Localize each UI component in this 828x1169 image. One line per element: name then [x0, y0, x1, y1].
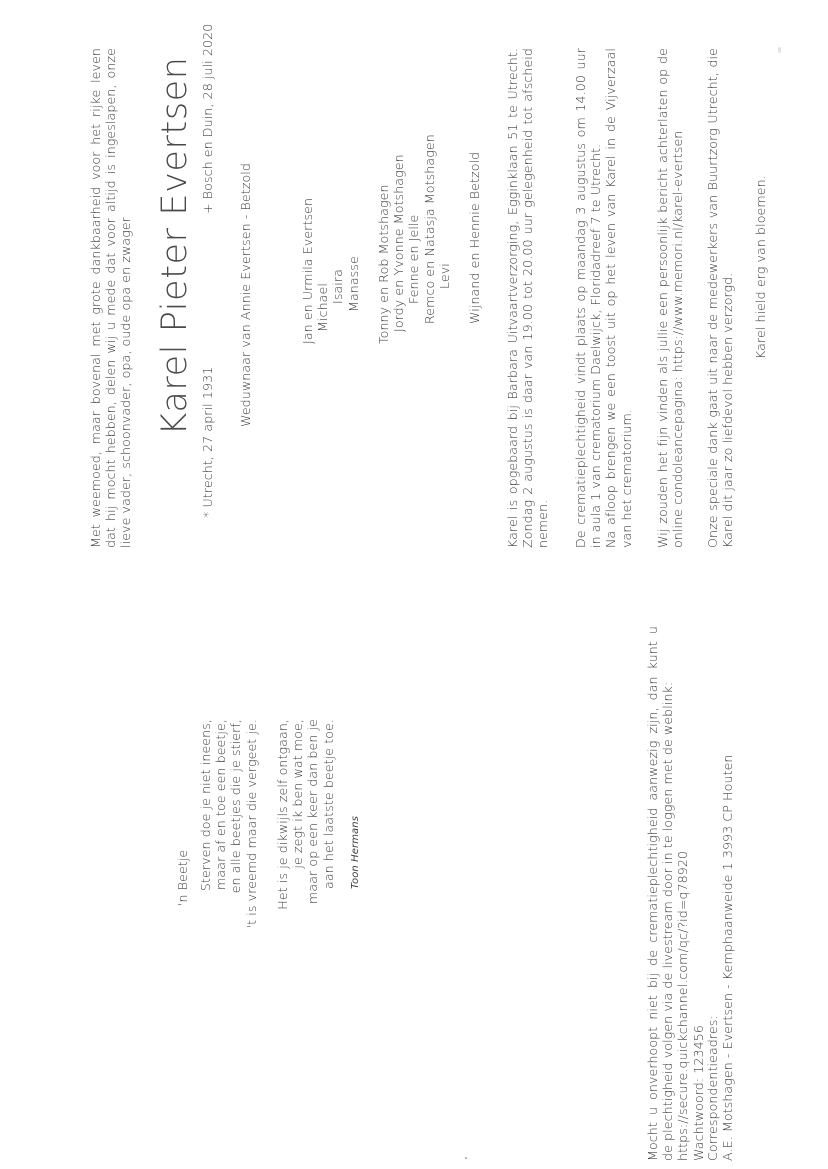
poem-line: maar op een keer dan ben je: [305, 719, 321, 904]
death-date: + Bosch en Duin, 28 juli 2020: [200, 23, 215, 214]
scan-dot: [465, 1157, 467, 1159]
family-member: Fenne en Jelle: [406, 214, 422, 304]
poem-line: je zegt ik ben wat moe,: [290, 719, 306, 869]
family-member: Tonny en Rob Motshagen: [375, 184, 391, 344]
poem-title: 'n Beetje: [175, 849, 190, 906]
intro-line: lieve vader, schoonvader, opa, oude opa en zwager: [118, 216, 134, 548]
intro-line: Met weemoed, maar bovenal met grote dankbaarheid voor het rijke leven: [88, 48, 103, 548]
poem-stanza: [198, 719, 259, 1059]
correspondence-address: [705, 755, 735, 1162]
stream-line: Mocht u onverhoopt niet bij de crematieplechtigheid aanwezig zijn, dan kunt u: [645, 626, 660, 1161]
poem-line: maar af en toe een beetje,: [213, 719, 229, 890]
thanks-paragraph: [705, 48, 735, 548]
stream-password: Wachtwoord: 123456: [690, 1025, 706, 1161]
family-list: [300, 134, 482, 344]
family-member: Isaira: [330, 269, 346, 304]
poem-line: aan het laatste beetje toe.: [320, 719, 336, 889]
announcement-intro: [88, 48, 134, 548]
poem-line: 't is vreemd maar die vergeet je.: [243, 719, 259, 929]
paragraph-line: Zondag 2 augustus is daar van 19.00 tot 20.00 uur gelegenheid tot afscheid: [520, 48, 536, 548]
family-member: Jan en Urmila Evertsen: [300, 197, 315, 344]
paragraph-line: Na afloop brengen we een toost uit op het leven van Karel in de Vijverzaal: [603, 48, 619, 548]
intro-line: dat hij mocht hebben, delen wij u mede dat voor altijd is ingeslapen, onze: [103, 48, 119, 548]
correspondence-line: A.E. Motshagen - Evertsen - Kemphaanweide 1 3993 CP Houten: [720, 754, 736, 1161]
poem-line: Sterven doe je niet ineens,: [198, 719, 213, 892]
paragraph-line: De crematieplechtigheid vindt plaats op maandag 3 augustus om 14.00 uur: [573, 48, 588, 548]
viewing-paragraph: [505, 48, 551, 548]
ceremony-paragraph: [573, 48, 634, 548]
family-member: Remco en Natasja Motshagen: [421, 134, 437, 324]
stream-line: de plechtigheid volgen via de livestream door in te loggen met de weblink:: [660, 681, 676, 1161]
family-spacer: [452, 134, 467, 344]
poem-author: Toon Hermans: [350, 815, 361, 889]
closing-line: Karel hield erg van bloemen.: [753, 175, 768, 359]
paragraph-line: Wij zouden het fijn vinden als jullie een persoonlijk bericht achterlaten op de: [655, 48, 670, 548]
paragraph-line: nemen.: [535, 499, 551, 548]
poem-line: en alle beetjes die je stierf,: [228, 719, 244, 894]
family-spacer: [361, 134, 376, 344]
poem-line: Het is je dikwijls zelf ontgaan,: [275, 719, 290, 910]
family-member: Manasse: [345, 256, 361, 312]
poem-stanza: [275, 719, 336, 1059]
condolence-link[interactable]: online condoleancepagina: https://www.memori.nl/karel-evertsen: [670, 130, 686, 548]
family-member: Jordy en Yvonne Motshagen: [391, 154, 407, 332]
deceased-name: Karel Pieter Evertsen: [155, 56, 195, 436]
birth-date: * Utrecht, 27 april 1931: [200, 366, 215, 518]
family-member: Levi: [436, 263, 452, 289]
paragraph-line: Onze speciale dank gaat uit naar de medewerkers van Buurtzorg Utrecht, die: [705, 48, 720, 548]
paragraph-line: in aula 1 van crematorium Daelwijck, Floridadreef 7 te Utrecht.: [588, 143, 604, 548]
family-member: Wijnand en Hennie Betzold: [467, 151, 483, 324]
widower-line: Weduwnaar van Annie Evertsen - Betzold: [238, 163, 253, 427]
livestream-info: [645, 626, 706, 1161]
condolence-paragraph: [655, 48, 685, 548]
family-member: Michael: [315, 283, 331, 332]
paragraph-line: van het crematorium.: [618, 409, 634, 548]
scan-smudge: [778, 47, 781, 53]
livestream-link[interactable]: https://secure.quickchannel.com/qc/?id=q78920: [675, 850, 691, 1161]
paragraph-line: Karel is opgebaard bij Barbara Uitvaartverzorging, Egginklaan 51 te Utrecht.: [505, 48, 520, 548]
correspondence-label: Correspondentieadres:: [705, 1015, 720, 1161]
paragraph-line: Karel dit jaar zo liefdevol hebben verzorgd.: [720, 272, 736, 548]
